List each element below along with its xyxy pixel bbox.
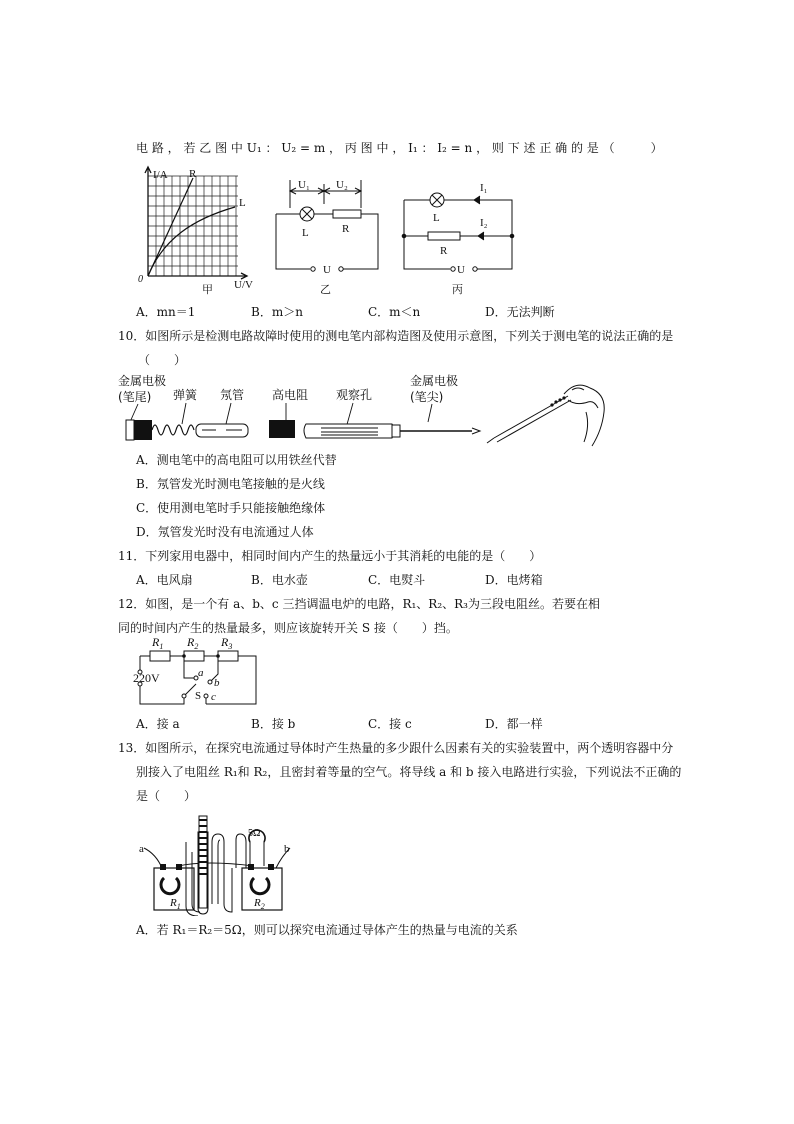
- q9-option-b[interactable]: B．m＞n: [251, 305, 303, 319]
- q13-option-a[interactable]: A．若 R₁＝R₂＝5Ω，则可以探究电流通过导体产生的热量与电流的关系: [136, 923, 518, 937]
- q9-figure-yi-caption: 乙: [320, 283, 331, 296]
- resistor-label: R: [342, 223, 350, 235]
- tip-electrode-label: 金属电极: [410, 374, 459, 388]
- lamp-label: L: [433, 212, 440, 224]
- u1-label: U₁: [298, 179, 310, 191]
- graph-curve-r-label: R: [189, 168, 197, 180]
- graph-y-axis-label: I/A: [153, 169, 168, 181]
- q10-option-d[interactable]: D．氖管发光时没有电流通过人体: [136, 525, 314, 539]
- source-label: U: [323, 264, 331, 276]
- i2-label: I₂: [480, 217, 488, 229]
- q12-stem-line2: 同的时间内产生的热量最多，则应该旋转开关 S 接（ ）挡。: [118, 621, 458, 635]
- tail-note-label: (笔尾): [118, 390, 152, 404]
- source-label: U: [457, 264, 465, 276]
- terminal-b-label: b: [214, 677, 220, 689]
- q13-stem-line3: 是（ ）: [136, 789, 197, 803]
- q9-stem: 电 路 ， 若 乙 图 中 U₁ ： U₂ = m ， 丙 图 中 ， I₁ ： I₂ = n ， 则 下 述 正 确 的 是 （ ）: [136, 141, 663, 155]
- terminal-c-label: c: [211, 691, 216, 703]
- q10-stem-line1: 10．如图所示是检测电路故障时使用的测电笔内部构造图及使用示意图，下列关于测电笔的说法正确的是: [118, 329, 674, 343]
- q11-option-b[interactable]: B．电水壶: [251, 573, 308, 587]
- r1-label: $R_1$: [152, 635, 164, 651]
- lamp-label: L: [302, 227, 309, 239]
- q11-option-d[interactable]: D．电烤箱: [485, 573, 543, 587]
- q10-option-a[interactable]: A．测电笔中的高电阻可以用铁丝代替: [136, 453, 337, 467]
- q9-option-a[interactable]: A．mn＝1: [136, 305, 196, 319]
- q10-stem-line2: （ ）: [138, 353, 187, 367]
- r1-label: $R_1$: [170, 897, 181, 911]
- tail-electrode-label: 金属电极: [118, 374, 167, 388]
- q12-circuit-figure: [132, 634, 260, 710]
- spring-label: 弹簧: [173, 388, 198, 402]
- q12-option-c[interactable]: C．接 c: [368, 717, 412, 731]
- q13-stem-line2: 别接入了电阻丝 R₁和 R₂，且密封着等量的空气。将导线 a 和 b 接入电路进行实验，下列说法不正确的: [136, 765, 682, 779]
- wire-b-label: b: [284, 843, 290, 855]
- wire-a-label: a: [139, 843, 144, 855]
- q11-option-c[interactable]: C．电熨斗: [368, 573, 426, 587]
- window-label: 观察孔: [336, 388, 373, 402]
- i1-label: I₁: [480, 182, 488, 194]
- q13-stem-line1: 13．如图所示，在探究电流通过导体时产生热量的多少跟什么因素有关的实验装置中，两个透明容器中分: [118, 741, 674, 755]
- q10-option-b[interactable]: B．氖管发光时测电笔接触的是火线: [136, 477, 325, 491]
- extra-resistor-label: 5Ω: [248, 828, 261, 839]
- r2-label: $R_2$: [187, 635, 199, 651]
- neon-label: 氖管: [220, 388, 245, 402]
- q9-figure-jia-caption: 甲: [202, 283, 213, 296]
- q12-stem-line1: 12．如图，是一个有 a、b、c 三挡调温电炉的电路，R₁、R₂、R₃为三段电阻丝。若要在相: [118, 597, 600, 611]
- graph-x-axis-label: U/V: [234, 279, 253, 291]
- r3-label: $R_3$: [221, 635, 233, 651]
- q11-stem: 11．下列家用电器中，相同时间内产生的热量远小于其消耗的电能的是（ ）: [118, 549, 542, 563]
- q12-option-a[interactable]: A．接 a: [136, 717, 180, 731]
- voltage-label: 220V: [133, 671, 160, 685]
- switch-label: S: [195, 690, 202, 702]
- q9-option-c[interactable]: C．m＜n: [368, 305, 421, 319]
- resistor-label: 高电阻: [272, 388, 309, 402]
- graph-curve-l-label: L: [239, 197, 246, 209]
- terminal-a-label: a: [198, 667, 204, 679]
- q9-figure-bing-parallel-circuit: [400, 174, 516, 298]
- q11-option-a[interactable]: A．电风扇: [136, 573, 193, 587]
- r2-label: $R_2$: [254, 897, 265, 911]
- q12-option-d[interactable]: D．都一样: [485, 717, 543, 731]
- q13-apparatus-figure: [136, 812, 298, 916]
- q12-option-b[interactable]: B．接 b: [251, 717, 296, 731]
- u2-label: U₂: [336, 179, 348, 191]
- q9-figure-bing-caption: 丙: [452, 283, 463, 296]
- graph-origin-label: 0: [138, 274, 143, 285]
- resistor-label: R: [440, 245, 448, 257]
- q9-figure-jia-graph: [133, 164, 257, 294]
- q10-test-pen-figure: [116, 372, 610, 450]
- tip-note-label: (笔尖): [410, 390, 444, 404]
- q9-option-d[interactable]: D．无法判断: [485, 305, 555, 319]
- q10-option-c[interactable]: C．使用测电笔时手只能接触绝缘体: [136, 501, 326, 515]
- q9-figure-yi-series-circuit: [270, 174, 384, 298]
